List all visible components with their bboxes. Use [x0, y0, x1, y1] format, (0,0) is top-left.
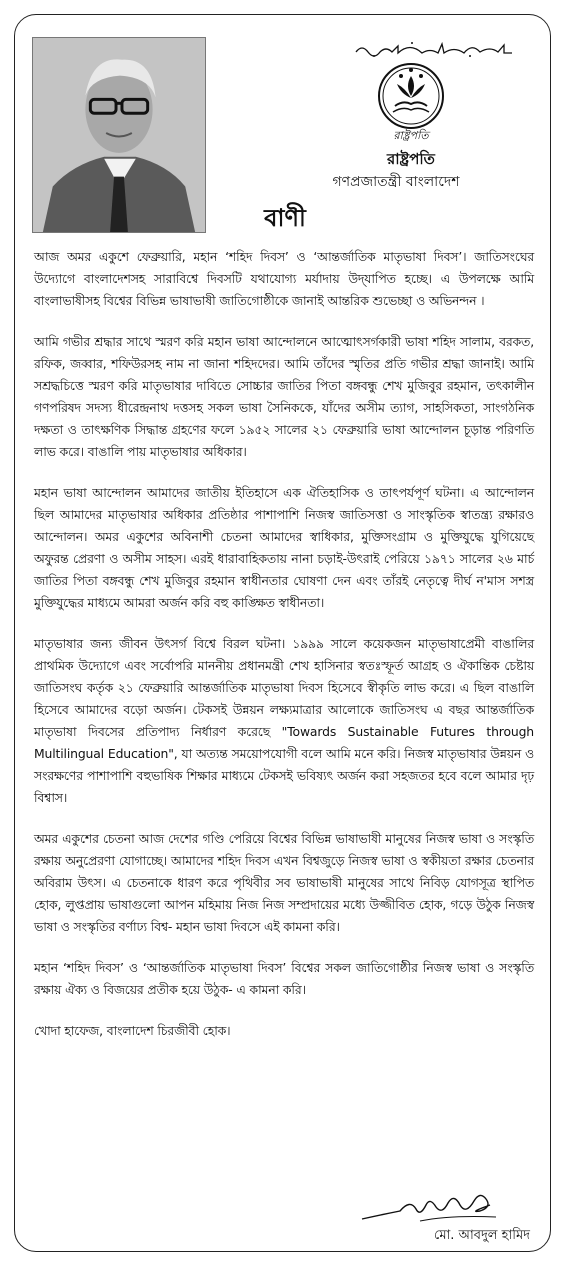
paragraph: আমি গভীর শ্রদ্ধার সাথে স্মরণ করি মহান ভাষা আন্দোলনে আত্মোৎসর্গকারী ভাষা শহিদ সালাম, বরকত, রফিক, জব্বার, শফিউরসহ নাম না জানা শহিদদের। আমি তাঁদের স্মৃতির প্রতি গভীর শ্রদ্ধা জানাই। আমি সশ্রদ্ধচিত্তে স্মরণ করি মাতৃভাষার দাবিতে সোচ্চার জাতির পিতা বঙ্গবন্ধু শেখ মুজিবুর রহমান, তৎকালীন গণপরিষদ সদস্য ধীরেন্দ্রনাথ দত্তসহ সকল ভাষা সৈনিককে, যাঁদের অসীম ত্যাগ, সাহসিকতা, সাংগঠনিক দক্ষতা ও তাৎক্ষণিক সিদ্ধান্ত গ্রহণের ফলে ১৯৫২ সালের ২১ ফেব্রুয়ারি ভাষা আন্দোলন চূড়ান্ত পরিণতি লাভ করে। বাঙালি পায় মাতৃভাষার অধিকার। [34, 334, 534, 459]
presidential-emblem [377, 62, 445, 130]
signatory-name: মো. আবদুল হামিদ [434, 1228, 530, 1243]
paragraph: মহান ভাষা আন্দোলন আমাদের জাতীয় ইতিহাসে এক ঐতিহাসিক ও তাৎপর্যপূর্ণ ঘটনা। এ আন্দোলন ছিল আমাদের মাতৃভাষার অধিকার প্রতিষ্ঠার পাশাপাশি নিজস্ব জাতিসত্তা ও সাংস্কৃতিক স্বাতন্ত্র্য রক্ষারও আন্দোলন। অমর একুশের অবিনাশী চেতনা আমাদের স্বাধিকার, মুক্তিসংগ্রাম ও মুক্তিযুদ্ধে যুগিয়েছে অফুরন্ত প্রেরণা ও অসীম সাহস। এরই ধারাবাহিকতায় নানা চড়াই-উৎরাই পেরিয়ে ১৯৭১ সালের ২৬ মার্চ জাতির পিতা বঙ্গবন্ধু শেখ মুজিবুর রহমান স্বাধীনতার ঘোষণা দেন এবং তাঁরই নেতৃত্বে দীর্ঘ ন'মাস সশস্ত্র মুক্তিযুদ্ধের মাধ্যমে আমরা অর্জন করি বহু কাঙ্ক্ষিত স্বাধীনতা। [34, 485, 534, 610]
closing-line: খোদা হাফেজ, বাংলাদেশ চিরজীবী হোক। [34, 1023, 231, 1038]
message-heading: বাণী [264, 204, 306, 232]
office-title: রাষ্ট্রপতি [387, 150, 435, 168]
paragraph: মাতৃভাষার জন্য জীবন উৎসর্গ বিশ্বে বিরল ঘটনা। ১৯৯৯ সালে কয়েকজন মাতৃভাষাপ্রেমী বাঙালির প্রাথমিক উদ্যোগে এবং সর্বোপরি মাননীয় প্রধানমন্ত্রী শেখ হাসিনার স্বতঃস্ফূর্ত আগ্রহ ও ঐকান্তিক চেষ্টায় জাতিসংঘ কর্তৃক ২১ ফেব্রুয়ারি আন্তর্জাতিক মাতৃভাষা দিবস হিসেবে স্বীকৃতি লাভ করে। এ ছিল বাঙালি হিসেবে আমাদের বড়ো অর্জন। টেকসই উন্নয়ন লক্ষ্যমাত্রার আলোকে জাতিসংঘ এ বছর আন্তর্জাতিক মাতৃভাষা দিবসের প্রতিপাদ্য নির্ধারণ করেছে "Towards Sustainable Futures through Multilingual Education", যা অত্যন্ত সময়োপযোগী বলে আমি মনে করি। নিজস্ব মাতৃভাষার উন্নয়ন ও সংরক্ষণের পাশাপাশি বহুভাষিক শিক্ষার মাধ্যমে টেকসই ভবিষ্যৎ অর্জন করা সহজতর হবে বলে আমার দৃঢ় বিশ্বাস। [34, 636, 534, 805]
paragraph: আজ অমর একুশে ফেব্রুয়ারি, মহান ‘শহিদ দিবস’ ও ‘আন্তর্জাতিক মাতৃভাষা দিবস’। জাতিসংঘের উদ্যোগে বাংলাদেশসহ সারাবিশ্বে দিবসটি যথাযোগ্য মর্যাদায় উদ্‌যাপিত হচ্ছে। এ উপলক্ষে আমি বাংলাভাষীসহ বিশ্বের বিভিন্ন ভাষাভাষী জাতিগোষ্ঠীকে জানাই আন্তরিক শুভেচ্ছা ও অভিনন্দন । [34, 249, 534, 308]
paragraph: মহান ‘শহিদ দিবস’ ও ‘আন্তর্জাতিক মাতৃভাষা দিবস’ বিশ্বের সকল জাতিগোষ্ঠীর নিজস্ব ভাষা ও সংস্কৃতি রক্ষায় ঐক্য ও বিজয়ের প্রতীক হয়ে উঠুক- এ কামনা করি। [34, 960, 534, 997]
bismillah-calligraphy [352, 40, 516, 58]
handwritten-signature [360, 1185, 500, 1225]
message-body [34, 246, 534, 1061]
paragraph: অমর একুশের চেতনা আজ দেশের গণ্ডি পেরিয়ে বিশ্বের বিভিন্ন ভাষাভাষী মানুষের নিজস্ব ভাষা ও সংস্কৃতি রক্ষায় অনুপ্রেরণা যোগাচ্ছে। আমাদের শহিদ দিবস এখন বিশ্বজুড়ে নিজস্ব ভাষা ও স্বকীয়তা রক্ষার চেতনার অবিরাম উৎস। এ চেতনাকে ধারণ করে পৃথিবীর সব ভাষাভাষী মানুষের সাথে নিবিড় যোগসূত্র স্থাপিত হোক, লুপ্তপ্রায় ভাষাগুলো আপন মহিমায় নিজ নিজ সম্প্রদায়ের মধ্যে উজ্জীবিত হোক, গড়ে উঠুক নিজস্ব ভাষা ও সংস্কৃতির বর্ণাঢ্য বিশ্ব- মহান ভাষা দিবসে এই কামনা করি। [34, 831, 534, 934]
country-name: গণপ্রজাতন্ত্রী বাংলাদেশ [332, 174, 460, 190]
emblem-label: রাষ্ট্রপতি [393, 129, 429, 142]
portrait-photo [32, 37, 206, 233]
